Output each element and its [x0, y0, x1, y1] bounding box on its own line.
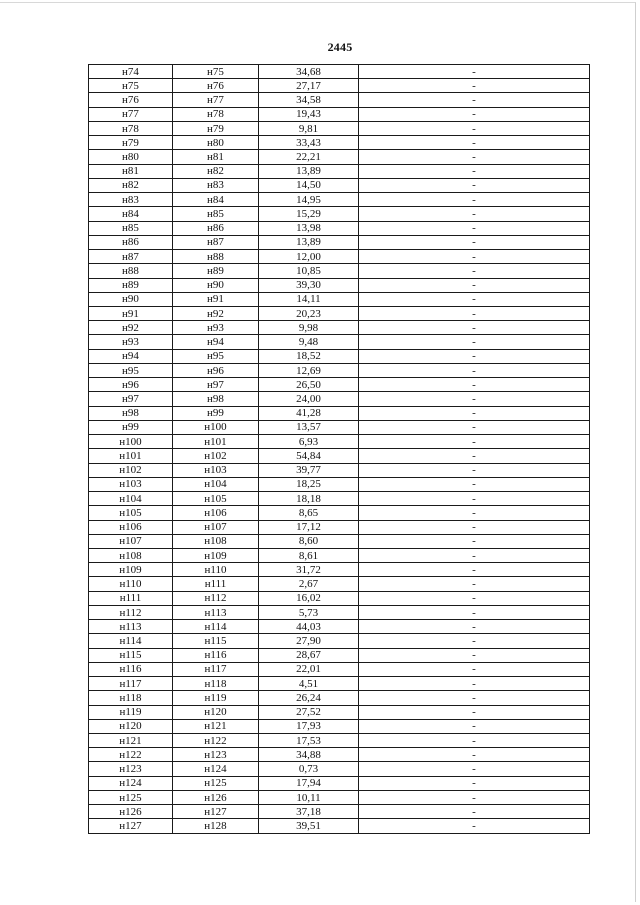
- distance-cell: 26,50: [259, 378, 359, 392]
- from-point-cell: н124: [89, 776, 173, 790]
- note-cell: -: [359, 193, 590, 207]
- to-point-cell: н86: [173, 221, 259, 235]
- to-point-cell: н98: [173, 392, 259, 406]
- from-point-cell: н116: [89, 662, 173, 676]
- distance-cell: 31,72: [259, 563, 359, 577]
- note-cell: -: [359, 662, 590, 676]
- table-row: [89, 136, 590, 150]
- to-point-cell: н112: [173, 591, 259, 605]
- table-row: [89, 207, 590, 221]
- from-point-cell: н111: [89, 591, 173, 605]
- table-row: [89, 677, 590, 691]
- distance-cell: 15,29: [259, 207, 359, 221]
- table-row: [89, 506, 590, 520]
- table-row: [89, 492, 590, 506]
- from-point-cell: н110: [89, 577, 173, 591]
- distance-cell: 14,11: [259, 292, 359, 306]
- to-point-cell: н90: [173, 278, 259, 292]
- to-point-cell: н89: [173, 264, 259, 278]
- note-cell: -: [359, 719, 590, 733]
- distance-cell: 34,58: [259, 93, 359, 107]
- from-point-cell: н105: [89, 506, 173, 520]
- table-row: [89, 221, 590, 235]
- note-cell: -: [359, 207, 590, 221]
- to-point-cell: н94: [173, 335, 259, 349]
- from-point-cell: н89: [89, 278, 173, 292]
- to-point-cell: н93: [173, 321, 259, 335]
- distance-cell: 17,12: [259, 520, 359, 534]
- to-point-cell: н78: [173, 107, 259, 121]
- distance-cell: 8,65: [259, 506, 359, 520]
- table-row: [89, 121, 590, 135]
- boundary-points-table: [88, 64, 590, 834]
- from-point-cell: н75: [89, 79, 173, 93]
- distance-cell: 5,73: [259, 605, 359, 619]
- note-cell: -: [359, 136, 590, 150]
- table-row: [89, 463, 590, 477]
- to-point-cell: н118: [173, 677, 259, 691]
- to-point-cell: н128: [173, 819, 259, 834]
- table-row: [89, 605, 590, 619]
- from-point-cell: н91: [89, 306, 173, 320]
- to-point-cell: н85: [173, 207, 259, 221]
- note-cell: -: [359, 805, 590, 819]
- from-point-cell: н127: [89, 819, 173, 834]
- table-row: [89, 591, 590, 605]
- from-point-cell: н118: [89, 691, 173, 705]
- from-point-cell: н80: [89, 150, 173, 164]
- distance-cell: 33,43: [259, 136, 359, 150]
- distance-cell: 8,60: [259, 534, 359, 548]
- table-row: [89, 520, 590, 534]
- distance-cell: 39,51: [259, 819, 359, 834]
- to-point-cell: н80: [173, 136, 259, 150]
- table-row: [89, 449, 590, 463]
- note-cell: -: [359, 321, 590, 335]
- to-point-cell: н116: [173, 648, 259, 662]
- from-point-cell: н96: [89, 378, 173, 392]
- note-cell: -: [359, 819, 590, 834]
- from-point-cell: н78: [89, 121, 173, 135]
- from-point-cell: н99: [89, 420, 173, 434]
- distance-cell: 22,21: [259, 150, 359, 164]
- note-cell: -: [359, 335, 590, 349]
- distance-cell: 16,02: [259, 591, 359, 605]
- to-point-cell: н79: [173, 121, 259, 135]
- table-row: [89, 477, 590, 491]
- from-point-cell: н79: [89, 136, 173, 150]
- note-cell: -: [359, 790, 590, 804]
- from-point-cell: н115: [89, 648, 173, 662]
- from-point-cell: н77: [89, 107, 173, 121]
- to-point-cell: н104: [173, 477, 259, 491]
- from-point-cell: н121: [89, 734, 173, 748]
- from-point-cell: н109: [89, 563, 173, 577]
- distance-cell: 26,24: [259, 691, 359, 705]
- distance-cell: 41,28: [259, 406, 359, 420]
- to-point-cell: н127: [173, 805, 259, 819]
- distance-cell: 34,88: [259, 748, 359, 762]
- from-point-cell: н98: [89, 406, 173, 420]
- to-point-cell: н106: [173, 506, 259, 520]
- to-point-cell: н115: [173, 634, 259, 648]
- to-point-cell: н108: [173, 534, 259, 548]
- distance-cell: 13,89: [259, 235, 359, 249]
- note-cell: -: [359, 520, 590, 534]
- distance-cell: 14,95: [259, 193, 359, 207]
- note-cell: -: [359, 762, 590, 776]
- from-point-cell: н103: [89, 477, 173, 491]
- distance-cell: 9,81: [259, 121, 359, 135]
- table-row: [89, 620, 590, 634]
- to-point-cell: н88: [173, 250, 259, 264]
- table-row: [89, 193, 590, 207]
- note-cell: -: [359, 349, 590, 363]
- to-point-cell: н114: [173, 620, 259, 634]
- table-row: [89, 548, 590, 562]
- from-point-cell: н94: [89, 349, 173, 363]
- distance-cell: 18,25: [259, 477, 359, 491]
- from-point-cell: н87: [89, 250, 173, 264]
- table-row: [89, 235, 590, 249]
- distance-cell: 27,52: [259, 705, 359, 719]
- distance-cell: 13,57: [259, 420, 359, 434]
- to-point-cell: н82: [173, 164, 259, 178]
- table-row: [89, 178, 590, 192]
- note-cell: -: [359, 264, 590, 278]
- to-point-cell: н105: [173, 492, 259, 506]
- distance-cell: 19,43: [259, 107, 359, 121]
- from-point-cell: н82: [89, 178, 173, 192]
- from-point-cell: н106: [89, 520, 173, 534]
- from-point-cell: н76: [89, 93, 173, 107]
- to-point-cell: н77: [173, 93, 259, 107]
- note-cell: -: [359, 93, 590, 107]
- note-cell: -: [359, 420, 590, 434]
- note-cell: -: [359, 278, 590, 292]
- distance-cell: 9,48: [259, 335, 359, 349]
- note-cell: -: [359, 406, 590, 420]
- table-row: [89, 790, 590, 804]
- note-cell: -: [359, 306, 590, 320]
- to-point-cell: н120: [173, 705, 259, 719]
- to-point-cell: н97: [173, 378, 259, 392]
- to-point-cell: н122: [173, 734, 259, 748]
- to-point-cell: н125: [173, 776, 259, 790]
- to-point-cell: н113: [173, 605, 259, 619]
- note-cell: -: [359, 250, 590, 264]
- to-point-cell: н91: [173, 292, 259, 306]
- note-cell: -: [359, 691, 590, 705]
- note-cell: -: [359, 577, 590, 591]
- note-cell: -: [359, 677, 590, 691]
- distance-cell: 4,51: [259, 677, 359, 691]
- note-cell: -: [359, 449, 590, 463]
- note-cell: -: [359, 477, 590, 491]
- to-point-cell: н100: [173, 420, 259, 434]
- table-row: [89, 93, 590, 107]
- distance-cell: 39,30: [259, 278, 359, 292]
- table-row: [89, 534, 590, 548]
- table-row: [89, 321, 590, 335]
- note-cell: -: [359, 392, 590, 406]
- table-row: [89, 264, 590, 278]
- table-row: [89, 65, 590, 79]
- table-row: [89, 563, 590, 577]
- table-row: [89, 662, 590, 676]
- distance-cell: 17,93: [259, 719, 359, 733]
- from-point-cell: н81: [89, 164, 173, 178]
- table-row: [89, 79, 590, 93]
- distance-cell: 14,50: [259, 178, 359, 192]
- from-point-cell: н92: [89, 321, 173, 335]
- note-cell: -: [359, 734, 590, 748]
- note-cell: -: [359, 378, 590, 392]
- note-cell: -: [359, 292, 590, 306]
- distance-cell: 18,52: [259, 349, 359, 363]
- note-cell: -: [359, 548, 590, 562]
- distance-cell: 17,53: [259, 734, 359, 748]
- distance-cell: 13,98: [259, 221, 359, 235]
- note-cell: -: [359, 776, 590, 790]
- note-cell: -: [359, 435, 590, 449]
- distance-cell: 24,00: [259, 392, 359, 406]
- note-cell: -: [359, 463, 590, 477]
- to-point-cell: н81: [173, 150, 259, 164]
- distance-cell: 12,69: [259, 363, 359, 377]
- to-point-cell: н117: [173, 662, 259, 676]
- from-point-cell: н85: [89, 221, 173, 235]
- distance-cell: 0,73: [259, 762, 359, 776]
- table-row: [89, 748, 590, 762]
- distance-cell: 27,90: [259, 634, 359, 648]
- table-row: [89, 278, 590, 292]
- table-row: [89, 292, 590, 306]
- distance-cell: 17,94: [259, 776, 359, 790]
- table-row: [89, 335, 590, 349]
- from-point-cell: н122: [89, 748, 173, 762]
- table-body: [89, 65, 590, 834]
- table-row: [89, 819, 590, 834]
- distance-cell: 9,98: [259, 321, 359, 335]
- table-row: [89, 719, 590, 733]
- note-cell: -: [359, 65, 590, 79]
- distance-cell: 20,23: [259, 306, 359, 320]
- note-cell: -: [359, 591, 590, 605]
- to-point-cell: н87: [173, 235, 259, 249]
- distance-cell: 13,89: [259, 164, 359, 178]
- table-row: [89, 805, 590, 819]
- table-row: [89, 776, 590, 790]
- from-point-cell: н101: [89, 449, 173, 463]
- from-point-cell: н108: [89, 548, 173, 562]
- from-point-cell: н102: [89, 463, 173, 477]
- from-point-cell: н88: [89, 264, 173, 278]
- distance-cell: 37,18: [259, 805, 359, 819]
- page-number: 2445: [327, 40, 353, 54]
- note-cell: -: [359, 121, 590, 135]
- table-row: [89, 705, 590, 719]
- table-row: [89, 107, 590, 121]
- note-cell: -: [359, 506, 590, 520]
- note-cell: -: [359, 79, 590, 93]
- table-row: [89, 363, 590, 377]
- to-point-cell: н109: [173, 548, 259, 562]
- table-row: [89, 648, 590, 662]
- table-row: [89, 150, 590, 164]
- to-point-cell: н123: [173, 748, 259, 762]
- from-point-cell: н100: [89, 435, 173, 449]
- table-row: [89, 762, 590, 776]
- to-point-cell: н101: [173, 435, 259, 449]
- table-row: [89, 378, 590, 392]
- to-point-cell: н126: [173, 790, 259, 804]
- to-point-cell: н75: [173, 65, 259, 79]
- from-point-cell: н97: [89, 392, 173, 406]
- note-cell: -: [359, 563, 590, 577]
- distance-cell: 10,85: [259, 264, 359, 278]
- distance-cell: 28,67: [259, 648, 359, 662]
- distance-cell: 18,18: [259, 492, 359, 506]
- note-cell: -: [359, 150, 590, 164]
- distance-cell: 39,77: [259, 463, 359, 477]
- from-point-cell: н83: [89, 193, 173, 207]
- from-point-cell: н107: [89, 534, 173, 548]
- table-row: [89, 406, 590, 420]
- note-cell: -: [359, 705, 590, 719]
- distance-cell: 8,61: [259, 548, 359, 562]
- distance-cell: 22,01: [259, 662, 359, 676]
- from-point-cell: н84: [89, 207, 173, 221]
- note-cell: -: [359, 620, 590, 634]
- to-point-cell: н96: [173, 363, 259, 377]
- to-point-cell: н92: [173, 306, 259, 320]
- from-point-cell: н90: [89, 292, 173, 306]
- from-point-cell: н114: [89, 634, 173, 648]
- to-point-cell: н103: [173, 463, 259, 477]
- note-cell: -: [359, 235, 590, 249]
- table-row: [89, 734, 590, 748]
- from-point-cell: н86: [89, 235, 173, 249]
- distance-cell: 44,03: [259, 620, 359, 634]
- from-point-cell: н126: [89, 805, 173, 819]
- distance-cell: 54,84: [259, 449, 359, 463]
- note-cell: -: [359, 534, 590, 548]
- note-cell: -: [359, 605, 590, 619]
- from-point-cell: н113: [89, 620, 173, 634]
- distance-cell: 2,67: [259, 577, 359, 591]
- note-cell: -: [359, 634, 590, 648]
- table-row: [89, 691, 590, 705]
- table-row: [89, 306, 590, 320]
- to-point-cell: н99: [173, 406, 259, 420]
- to-point-cell: н119: [173, 691, 259, 705]
- distance-cell: 10,11: [259, 790, 359, 804]
- to-point-cell: н121: [173, 719, 259, 733]
- table-row: [89, 164, 590, 178]
- table-row: [89, 420, 590, 434]
- to-point-cell: н110: [173, 563, 259, 577]
- note-cell: -: [359, 178, 590, 192]
- from-point-cell: н104: [89, 492, 173, 506]
- distance-cell: 12,00: [259, 250, 359, 264]
- table-row: [89, 349, 590, 363]
- to-point-cell: н76: [173, 79, 259, 93]
- table-row: [89, 634, 590, 648]
- to-point-cell: н95: [173, 349, 259, 363]
- table-row: [89, 577, 590, 591]
- to-point-cell: н111: [173, 577, 259, 591]
- distance-cell: 6,93: [259, 435, 359, 449]
- from-point-cell: н74: [89, 65, 173, 79]
- from-point-cell: н119: [89, 705, 173, 719]
- from-point-cell: н112: [89, 605, 173, 619]
- note-cell: -: [359, 492, 590, 506]
- from-point-cell: н123: [89, 762, 173, 776]
- from-point-cell: н125: [89, 790, 173, 804]
- to-point-cell: н124: [173, 762, 259, 776]
- to-point-cell: н102: [173, 449, 259, 463]
- distance-cell: 34,68: [259, 65, 359, 79]
- to-point-cell: н107: [173, 520, 259, 534]
- note-cell: -: [359, 221, 590, 235]
- note-cell: -: [359, 748, 590, 762]
- from-point-cell: н117: [89, 677, 173, 691]
- distance-cell: 27,17: [259, 79, 359, 93]
- from-point-cell: н93: [89, 335, 173, 349]
- from-point-cell: н95: [89, 363, 173, 377]
- table-row: [89, 250, 590, 264]
- from-point-cell: н120: [89, 719, 173, 733]
- table-row: [89, 392, 590, 406]
- to-point-cell: н84: [173, 193, 259, 207]
- table-row: [89, 435, 590, 449]
- to-point-cell: н83: [173, 178, 259, 192]
- note-cell: -: [359, 107, 590, 121]
- note-cell: -: [359, 648, 590, 662]
- note-cell: -: [359, 363, 590, 377]
- note-cell: -: [359, 164, 590, 178]
